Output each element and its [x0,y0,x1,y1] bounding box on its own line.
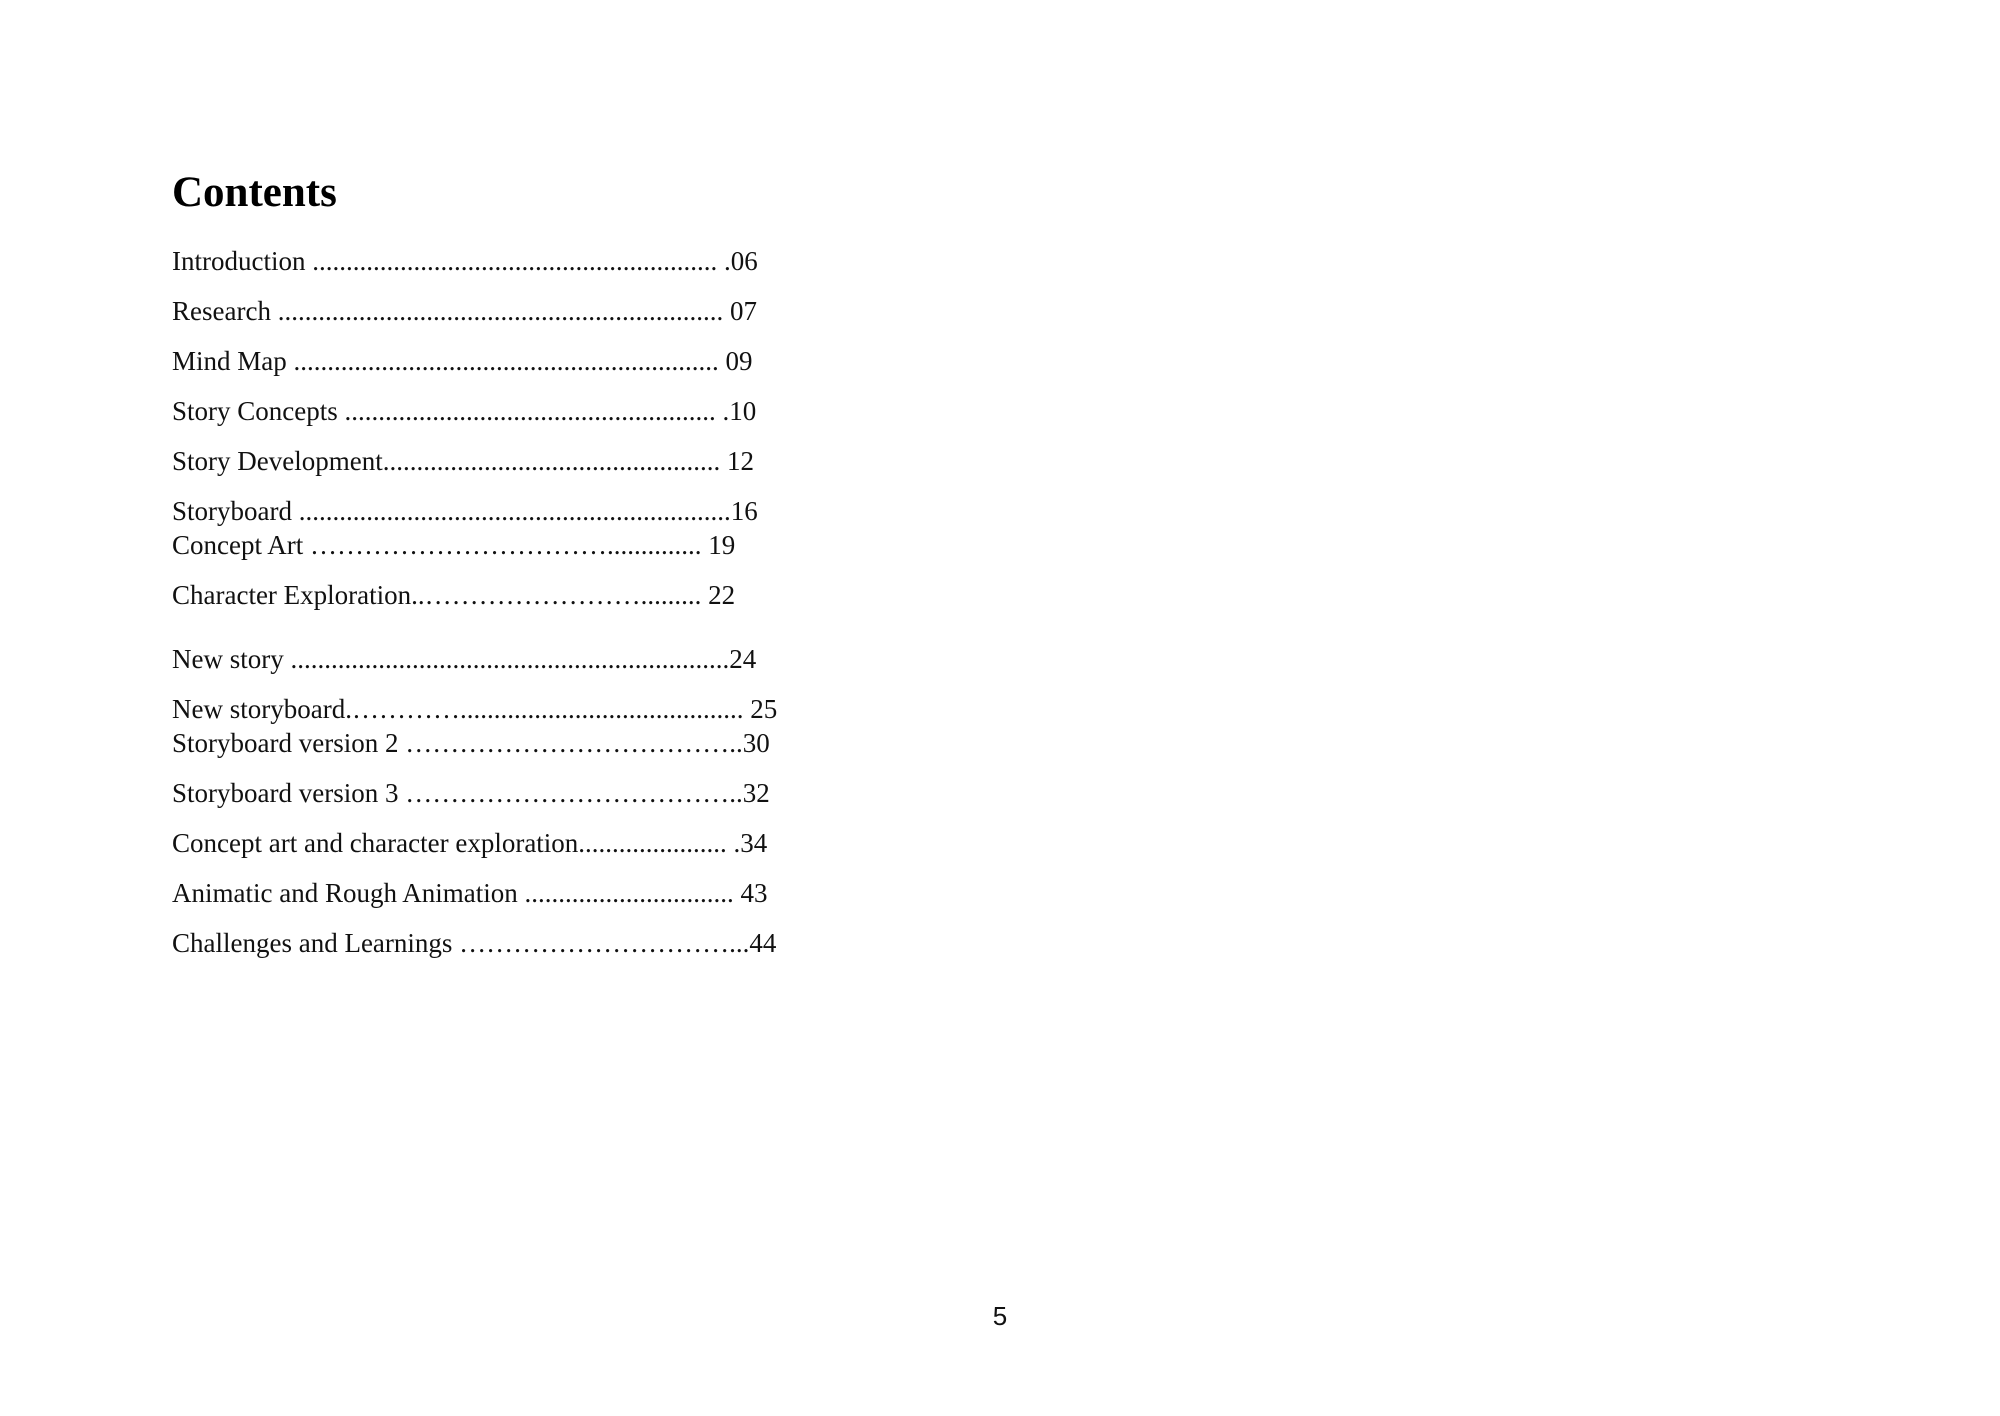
toc-entry-character-exploration: Character Exploration..……………………......... 22 [172,580,736,610]
toc-entry-story-concepts: Story Concepts ....................................................... .10 [172,396,757,426]
toc-entry-research: Research .................................................................. 07 [172,296,757,326]
toc-entry-mind-map: Mind Map ............................................................... 09 [172,346,753,376]
page-number: 5 [992,1301,1008,1331]
toc-entry-story-development: Story Development.................................................. 12 [172,446,754,476]
toc-entry-storyboard-version-2: Storyboard version 2 ………………………………..30 [172,728,770,758]
toc-entry-animatic-and-rough-animation: Animatic and Rough Animation ............................... 43 [172,878,768,908]
toc-entry-storyboard: Storyboard ................................................................16 [172,496,758,526]
table-of-contents [172,0,872,1000]
toc-entry-introduction: Introduction ............................................................ .06 [172,246,758,276]
toc-entry-new-storyboard: New storyboard.………….......................................... 25 [172,694,778,724]
toc-entry-storyboard-version-3: Storyboard version 3 ………………………………..32 [172,778,770,808]
toc-entry-concept-art: Concept Art …………………………….............. 19 [172,530,736,560]
contents-heading: Contents [172,169,337,216]
toc-entry-challenges-and-learnings: Challenges and Learnings …………………………...44 [172,928,777,958]
toc-entry-concept-art-and-character-exploration: Concept art and character exploration...................... .34 [172,828,768,858]
toc-entry-new-story: New story .................................................................24 [172,644,757,674]
